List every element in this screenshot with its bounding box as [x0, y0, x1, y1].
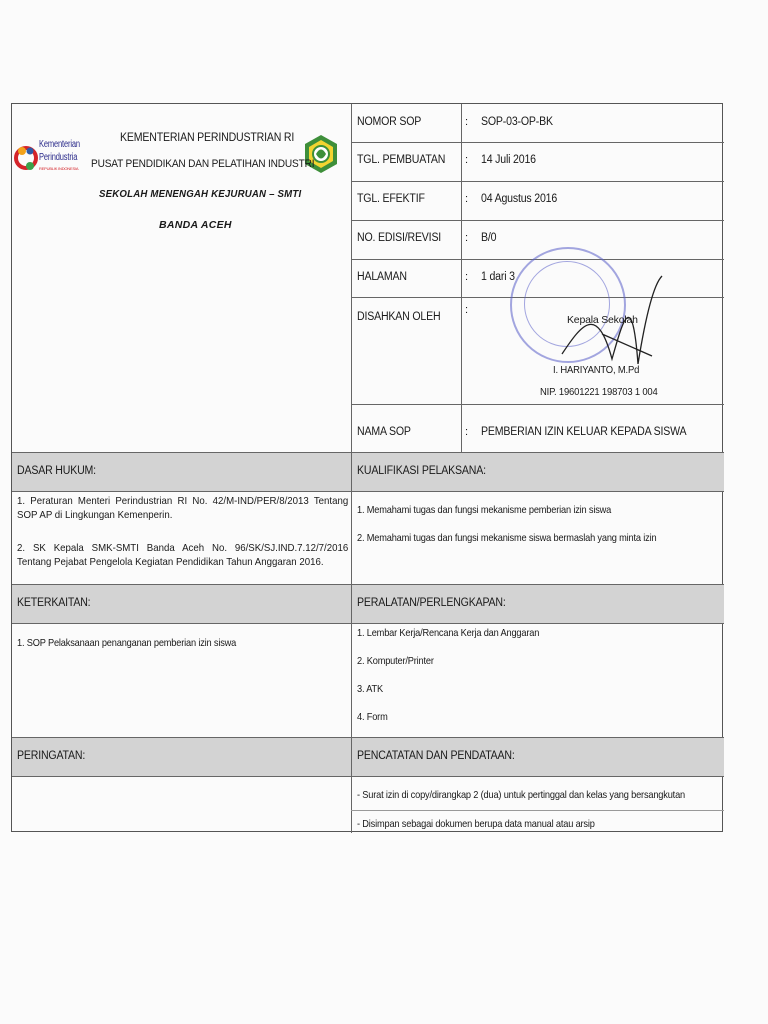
center-name: PUSAT PENDIDIKAN DAN PELATIHAN INDUSTRI [91, 158, 315, 170]
section-title-pencatatan: PENCATATAN DAN PENDATAAN: [357, 750, 515, 762]
kualifikasi-item: 2. Memahami tugas dan fungsi mekanisme siswa bermaslah yang minta izin [357, 532, 657, 544]
kemenperin-logo [14, 138, 38, 192]
meta-label-halaman: HALAMAN [357, 271, 407, 283]
meta-label-pembuatan: TGL. PEMBUATAN [357, 154, 446, 166]
logo-text-republik: REPUBLIK INDONESIA [39, 166, 79, 171]
dasar-hukum-item: 1. Peraturan Menteri Perindustrian RI No. 42/M-IND/PER/8/2013 Tentang SOP AP di Lingkungan Kemenperin. [17, 495, 349, 521]
meta-colon: : [465, 154, 468, 166]
approval-nip: NIP. 19601221 198703 1 004 [540, 386, 658, 398]
kualifikasi-item: 1. Memahami tugas dan fungsi mekanisme pemberian izin siswa [357, 504, 612, 516]
logo-text-perindustria: Perindustria [39, 152, 78, 163]
meta-value-edisi: B/0 [481, 232, 497, 244]
meta-value-pembuatan: 14 Juli 2016 [481, 154, 536, 166]
pencatatan-item: - Surat izin di copy/dirangkap 2 (dua) untuk pertinggal dan kelas yang bersangkutan [357, 789, 686, 801]
meta-colon: : [465, 116, 468, 128]
meta-label-disahkan: DISAHKAN OLEH [357, 311, 441, 323]
section-title-dasar-hukum: DASAR HUKUM: [17, 465, 96, 477]
meta-colon: : [465, 271, 468, 283]
meta-colon: : [465, 304, 468, 316]
peralatan-item: 1. Lembar Kerja/Rencana Kerja dan Anggaran [357, 627, 540, 639]
meta-value-nomor: SOP-03-OP-BK [481, 116, 553, 128]
dasar-hukum-item: 2. SK Kepala SMK-SMTI Banda Aceh No. 96/SK/SJ.IND.7.12/7/2016 Tentang Pejabat Pengelola Kegiatan Pendidikan Tahun Anggaran 2016. [17, 542, 349, 568]
meta-value-halaman: 1 dari 3 [481, 271, 515, 283]
section-title-kualifikasi: KUALIFIKASI PELAKSANA: [357, 465, 486, 477]
meta-value-nama-sop: PEMBERIAN IZIN KELUAR KEPADA SISWA [481, 426, 687, 438]
meta-label-edisi: NO. EDISI/REVISI [357, 232, 442, 244]
meta-label-efektif: TGL. EFEKTIF [357, 193, 425, 205]
city-name: BANDA ACEH [159, 219, 232, 231]
meta-label-nama-sop: NAMA SOP [357, 426, 411, 438]
peralatan-item: 2. Komputer/Printer [357, 655, 434, 667]
school-name: SEKOLAH MENENGAH KEJURUAN – SMTI [99, 188, 302, 200]
peralatan-item: 4. Form [357, 711, 388, 723]
pencatatan-item: - Disimpan sebagai dokumen berupa data manual atau arsip [357, 818, 595, 830]
peralatan-item: 3. ATK [357, 683, 384, 695]
meta-colon: : [465, 193, 468, 205]
meta-colon: : [465, 426, 468, 438]
approval-role: Kepala Sekolah [567, 314, 638, 326]
section-title-peringatan: PERINGATAN: [17, 750, 86, 762]
logo-text-kementerian: Kementerian [39, 139, 80, 150]
ministry-name: KEMENTERIAN PERINDUSTRIAN RI [120, 132, 295, 144]
section-title-peralatan: PERALATAN/PERLENGKAPAN: [357, 597, 506, 609]
meta-value-efektif: 04 Agustus 2016 [481, 193, 558, 205]
meta-label-divider [461, 104, 462, 452]
section-title-keterkaitan: KETERKAITAN: [17, 597, 91, 609]
meta-colon: : [465, 232, 468, 244]
sop-document [11, 103, 723, 832]
meta-label-nomor: NOMOR SOP [357, 116, 422, 128]
approval-name: I. HARIYANTO, M.Pd [553, 364, 640, 376]
keterkaitan-item: 1. SOP Pelaksanaan penanganan pemberian izin siswa [17, 637, 237, 649]
